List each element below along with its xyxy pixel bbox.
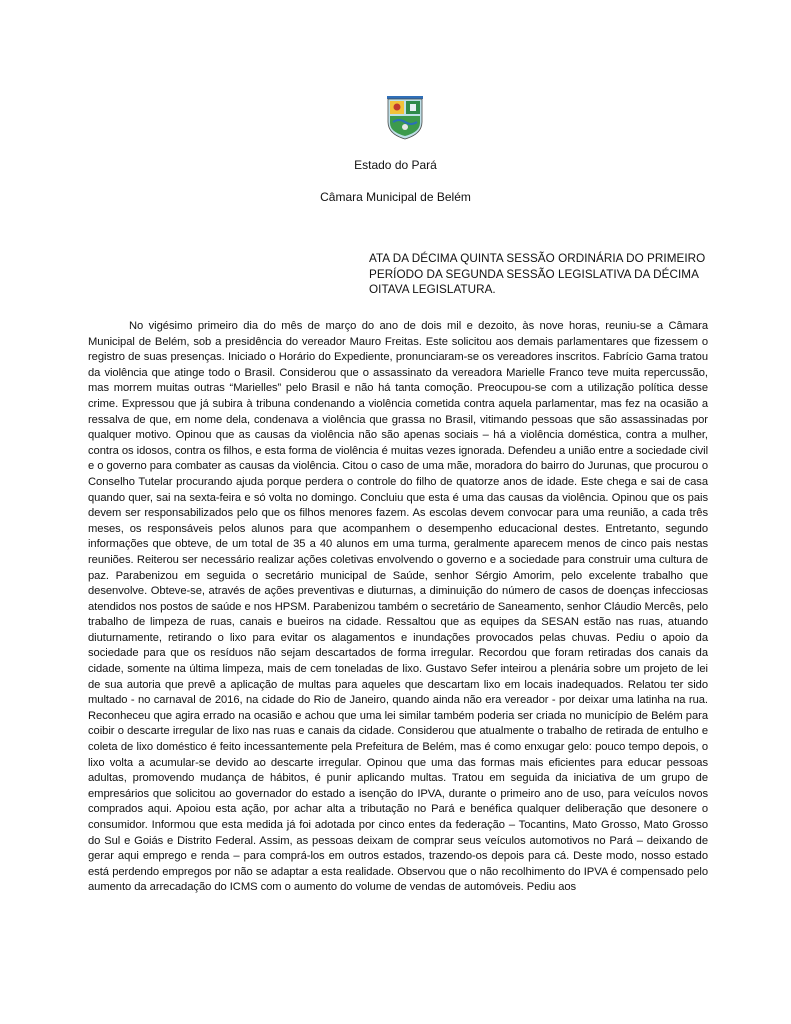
belem-coat-of-arms-icon <box>387 96 423 140</box>
minutes-title: ATA DA DÉCIMA QUINTA SESSÃO ORDINÁRIA DO PRIMEIRO PERÍODO DA SEGUNDA SESSÃO LEGISLATIVA DA DÉCIMA OITAVA LEGISLATURA. <box>369 252 706 296</box>
minutes-body-paragraph: No vigésimo primeiro dia do mês de março do ano de dois mil e dezoito, às nove horas, reuniu-se a Câmara Municipal de Belém, sob a presidência do vereador Mauro Freitas. Este solicitou aos demais parlamentares que fizessem o registro de suas presenças. Iniciado o Horário do Expediente, pronunciaram-se os vereadores inscritos. Fabrício Gama tratou da violência que atinge todo o Brasil. Considerou que o assassinato da vereadora Marielle Franco teve muita repercussão, mas morrem muitas outras “Marielles” pelo Brasil e não há tanta comoção. Preocupou-se com a utilização política desse crime. Expressou que já subira à tribuna condenando a violência cometida contra aquela parlamentar, mas fez na ocasião a ressalva de que, em nome dela, condenava a violência que grassa no Brasil, vitimando pessoas que são assassinadas por qualquer motivo. Opinou que as causas da violência não são apenas sociais – há a violência doméstica, contra a mulher, contra os idosos, contra os filhos, e esta forma de violência é muitas vezes ignorada. Defendeu a união entre a sociedade civil e o governo para combater as causas da violência. Citou o caso de uma mãe, moradora do bairro do Jurunas, que procurou o Conselho Tutelar procurando ajuda porque perdera o controle do filho de quatorze anos de idade. Este chega e sai de casa quando quer, sai na sexta-feira e só volta no domingo. Concluiu que esta é uma das causas da violência. Opinou que os pais devem ser responsabilizados pelo que os filhos menores fazem. As escolas devem convocar para uma reunião, a cada três meses, os responsáveis pelos alunos para que acompanhem o desempenho educacional destes. Entretanto, segundo informações que obteve, de um total de 35 a 40 alunos em uma turma, geralmente aparecem menos de cinco pais nestas reuniões. Reiterou ser necessário realizar ações coletivas envolvendo o governo e a sociedade para construir uma cultura de paz. Parabenizou em seguida o secretário municipal de Saúde, senhor Sérgio Amorim, pelo excelente trabalho que desenvolve. Obteve-se, através de ações preventivas e diuturnas, a diminuição do número de casos de doenças infecciosas atendidos nos postos de saúde e nos HPSM. Parabenizou também o secretário de Saneamento, senhor Cláudio Mercês, pelo trabalho de limpeza de ruas, canais e bueiros na cidade. Ressaltou que as equipes da SESAN estão nas ruas, atuando diuturnamente, retirando o lixo para evitar os alagamentos e inundações provocados pelas chuvas. Pediu o apoio da sociedade para que os resíduos não sejam descartados de forma irregular. Recordou que foram retiradas dos canais da cidade, somente na última limpeza, mais de cem toneladas de lixo. Gustavo Sefer inteirou a plenária sobre um projeto de lei de sua autoria que prevê a aplicação de multas para aqueles que descartam lixo em locais inadequados. Relatou ter sido multado - no carnaval de 2016, na cidade do Rio de Janeiro, quando ainda não era vereador - por deixar uma latinha na rua. Reconheceu que agira errado na ocasião e achou que uma lei similar também poderia ser criada no município de Belém para coibir o descarte irregular de lixo nas ruas e canais da cidade. Considerou que atualmente o trabalho de retirada de entulho e coleta de lixo doméstico é feito incessantemente pela Prefeitura de Belém, mas é como enxugar gelo: pouco tempo depois, o lixo volta a acumular-se devido ao descarte irregular. Opinou que uma das formas mais eficientes para educar pessoas adultas, promovendo mudança de hábitos, é punir aplicando multas. Tratou em seguida da iniciativa de um grupo de empresários que solicitou ao governador do estado a isenção do IPVA, durante o primeiro ano de uso, para veículos novos comprados aqui. Apoiou esta ação, por achar alta a tributação no Pará e benéfica qualquer deliberação que desonere o consumidor. Informou que esta medida já foi adotada por cinco entes da federação – Tocantins, Mato Grosso, Mato Grosso do Sul e Goiás e Distrito Federal. Assim, as pessoas deixam de comprar seus veículos automotivos no Pará – deixando de gerar aqui emprego e renda – para comprá-los em outros estados, trazendo-os depois para cá. Deste modo, nosso estado está perdendo empregos por não se adaptar a esta realidade. Observou que o não recolhimento do IPVA é compensado pelo aumento da arrecadação do ICMS com o aumento do volume de vendas de automóveis. Pediu aos <box>88 320 708 894</box>
chamber-name: Câmara Municipal de Belém <box>320 190 471 204</box>
state-name: Estado do Pará <box>354 158 437 172</box>
